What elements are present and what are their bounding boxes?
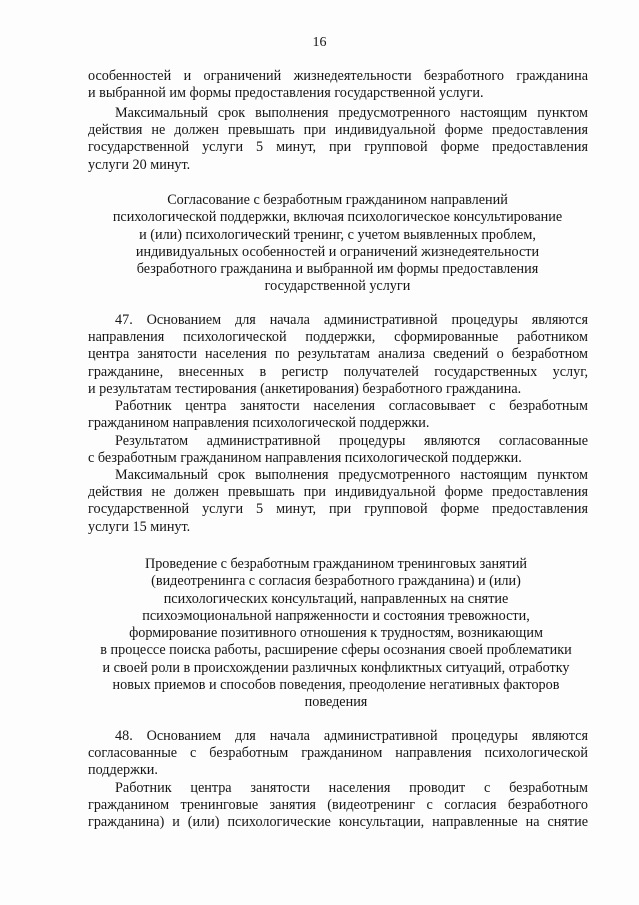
text-line: направления психологической поддержки, сформированные работником [88,329,588,346]
text-line: 48. Основанием для начала административной процедуры являются [115,728,588,744]
heading-line: Согласование с безработным гражданином направлений [167,192,508,208]
heading-line: (видеотренинга с согласия безработного гражданина) и (или) [151,573,521,590]
text-line: Работник центра занятости населения согласовывает с безработным [115,398,588,414]
text-line: государственной услуги 5 минут, при групповой форме предоставления [88,139,588,156]
text-line: действия не должен превышать при индивидуальной форме предоставления [88,484,588,501]
paragraph-48-worker [88,780,588,832]
text-line: и результатам тестирования (анкетирования) безработного гражданина. [88,380,522,397]
section-heading-1 [80,192,595,296]
heading-line: новых приемов и способов поведения, преодоление негативных факторов [112,677,560,694]
text-line: гражданином тренинговые занятия (видеотренинг с согласия безработного [88,797,588,814]
text-line: государственной услуги 5 минут, при групповой форме предоставления [88,501,588,518]
paragraph-47-result [88,433,588,467]
text-line: действия не должен превышать при индивидуальной форме предоставления [88,122,588,139]
paragraph-max-time-2 [88,467,588,536]
paragraph-47-worker [88,398,588,432]
heading-line: формирование позитивного отношения к трудностям, возникающим [129,625,543,642]
text-line: и выбранной им формы предоставления государственной услуги. [88,85,484,102]
text-line: гражданина) и (или) психологические консультации, направленные на снятие [88,814,588,831]
text-line: Максимальный срок выполнения предусмотренного настоящим пунктом [115,105,588,121]
text-line: центра занятости населения по результатам анализа сведений о безработном [88,346,588,363]
heading-line: и своей роли в происхождении различных конфликтных ситуаций, отработку [102,659,570,676]
text-line: Результатом административной процедуры являются согласованные [115,433,588,449]
text-line: гражданине, внесенных в регистр получателей государственных услуг, [88,363,588,380]
heading-line: психологической поддержки, включая психологическое консультирование [112,209,563,226]
heading-line: психоэмоциональной напряженности и состояния тревожности, [142,607,530,624]
heading-line: поведения [304,694,368,711]
page-number: 16 [312,35,327,50]
heading-line: в процессе поиска работы, расширение сферы осознания своей проблематики [100,642,572,659]
heading-line: и (или) психологический тренинг, с учетом выявленных проблем, [139,226,536,243]
text-line: гражданином направления психологической поддержки. [88,415,430,432]
text-line: услуги 20 минут. [88,156,191,173]
text-line: 47. Основанием для начала административной процедуры являются [115,312,588,328]
text-line: Максимальный срок выполнения предусмотренного настоящим пунктом [115,467,588,483]
heading-line: Проведение с безработным гражданином тренинговых занятий [144,556,528,572]
text-line: услуги 15 минут. [88,518,191,535]
heading-line: индивидуальных особенностей и ограничений жизнедеятельности [135,243,540,260]
text-line: Работник центра занятости населения проводит с безработным [115,780,588,796]
text-line: поддержки. [88,762,158,779]
heading-line: государственной услуги [264,278,411,295]
text-line: особенностей и ограничений жизнедеятельности безработного гражданина [88,68,588,84]
paragraph-47 [88,312,588,398]
text-line: согласованные с безработным гражданином направления психологической [88,745,588,762]
paragraph-max-time-1 [88,105,588,174]
paragraph-continuation [88,68,588,102]
section-heading-2 [76,556,596,712]
heading-line: психологических консультаций, направленных на снятие [163,590,509,607]
text-line: с безработным гражданином направления психологической поддержки. [88,450,522,467]
heading-line: безработного гражданина и выбранной им формы предоставления [136,261,539,278]
paragraph-48 [88,728,588,780]
